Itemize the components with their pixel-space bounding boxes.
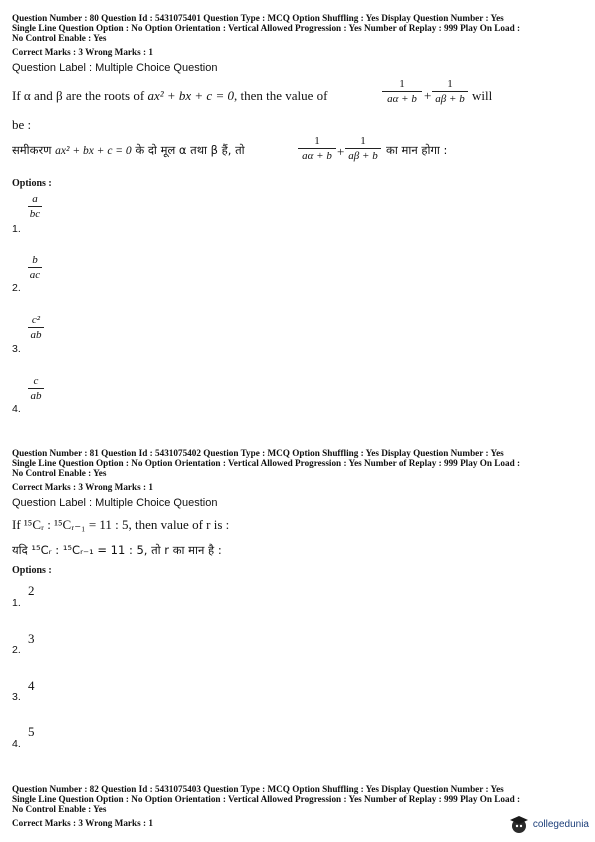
- q80-option-2-number: 2.: [12, 282, 21, 294]
- fraction-numerator: 1: [447, 78, 453, 90]
- q80-question-label: Question Label : Multiple Choice Question: [12, 62, 218, 74]
- q80-text-part: , then the value of: [233, 88, 328, 103]
- q81-options-label: Options :: [12, 565, 52, 576]
- fraction-denominator: ac: [29, 269, 41, 281]
- fraction-numerator: b: [32, 254, 38, 266]
- q81-hindi-text: यदि ¹⁵Cᵣ : ¹⁵Cᵣ₋₁ = 11 : 5, तो r का मान है :: [12, 543, 222, 557]
- q80-text-part: If α and β are the roots of: [12, 88, 148, 103]
- q81-option-1-value: 2: [28, 583, 35, 598]
- fraction-numerator: a: [32, 193, 38, 205]
- q80-question-text: [12, 88, 327, 104]
- q80-options-label: Options :: [12, 178, 52, 189]
- q81-option-3-number: 3.: [12, 691, 21, 703]
- q80-equation: ax² + bx + c = 0: [147, 88, 234, 103]
- q80-option-3-number: 3.: [12, 343, 21, 355]
- q80-option-1-value: [28, 193, 42, 220]
- fraction-numerator: 1: [314, 135, 320, 147]
- q80-hindi-text: [12, 143, 245, 158]
- fraction-numerator: c²: [31, 314, 41, 326]
- q81-option-2-number: 2.: [12, 644, 21, 656]
- q80-header-line2: Single Line Question Option : No Option Orientation : Vertical Allowed Progression : Yes Number of Replay : 999 Play On Load :: [12, 23, 521, 33]
- fraction-numerator: 1: [360, 135, 366, 147]
- q81-header-line2: Single Line Question Option : No Option Orientation : Vertical Allowed Progression : Yes Number of Replay : 999 Play On Load :: [12, 458, 521, 468]
- q80-option-1-number: 1.: [12, 223, 21, 235]
- collegedunia-logo: [509, 814, 589, 834]
- q82-header-line3: No Control Enable : Yes: [12, 804, 107, 814]
- q80-hindi-part: समीकरण: [12, 143, 56, 157]
- fraction-denominator: ab: [30, 390, 42, 402]
- q80-hindi-part: के दो मूल α तथा β हैं, तो: [131, 143, 245, 157]
- q80-text-will: will: [472, 88, 493, 103]
- logo-text: collegedunia: [532, 818, 589, 830]
- q81-header-line1: Question Number : 81 Question Id : 5431075402 Question Type : MCQ Option Shuffling : Yes Display Question Number : Yes: [12, 448, 504, 458]
- plus-sign: +: [337, 144, 345, 159]
- q80-fraction-1: [382, 78, 422, 105]
- q81-marks: Correct Marks : 3 Wrong Marks : 1: [12, 482, 153, 492]
- q80-hindi-fraction-1: [298, 135, 336, 162]
- q81-option-1-number: 1.: [12, 597, 21, 609]
- fraction-denominator: ab: [30, 329, 42, 341]
- q80-header-line1: Question Number : 80 Question Id : 5431075401 Question Type : MCQ Option Shuffling : Yes Display Question Number : Yes: [12, 13, 504, 23]
- q80-header-line3: No Control Enable : Yes: [12, 33, 107, 43]
- q81-option-4-value: 5: [28, 724, 35, 739]
- q80-option-3-value: [28, 314, 44, 341]
- fraction-denominator: aβ + b: [435, 93, 465, 105]
- fraction-numerator: 1: [399, 78, 405, 90]
- fraction-numerator: c: [33, 375, 39, 387]
- q82-marks: Correct Marks : 3 Wrong Marks : 1: [12, 818, 153, 828]
- fraction-denominator: aα + b: [302, 150, 332, 162]
- q80-marks: Correct Marks : 3 Wrong Marks : 1: [12, 47, 153, 57]
- q81-header-line3: No Control Enable : Yes: [12, 468, 107, 478]
- fraction-denominator: aα + b: [387, 93, 417, 105]
- q81-option-3-value: 4: [28, 678, 35, 693]
- q80-option-4-number: 4.: [12, 403, 21, 415]
- q81-option-4-number: 4.: [12, 738, 21, 750]
- q81-question-label: Question Label : Multiple Choice Question: [12, 497, 218, 509]
- plus-sign: +: [424, 88, 432, 103]
- q80-hindi-fraction-2: [345, 135, 381, 162]
- q82-header-line1: Question Number : 82 Question Id : 5431075403 Question Type : MCQ Option Shuffling : Yes Display Question Number : Yes: [12, 784, 504, 794]
- q82-header-line2: Single Line Question Option : No Option Orientation : Vertical Allowed Progression : Yes Number of Replay : 999 Play On Load :: [12, 794, 521, 804]
- graduation-cap-icon: [509, 814, 529, 834]
- q81-question-text: If ¹⁵Cᵣ : ¹⁵Cᵣ₋₁ = 11 : 5, then value of r is :: [12, 517, 230, 532]
- q80-option-2-value: [28, 254, 42, 281]
- fraction-denominator: bc: [29, 208, 41, 220]
- q80-hindi-text-end: का मान होगा :: [386, 143, 448, 157]
- q80-hindi-equation: ax² + bx + c = 0: [55, 145, 132, 157]
- q80-fraction-2: [432, 78, 468, 105]
- q80-option-4-value: [28, 375, 44, 402]
- fraction-denominator: aβ + b: [348, 150, 378, 162]
- q81-option-2-value: 3: [28, 631, 35, 646]
- q80-text-be: be :: [12, 117, 32, 132]
